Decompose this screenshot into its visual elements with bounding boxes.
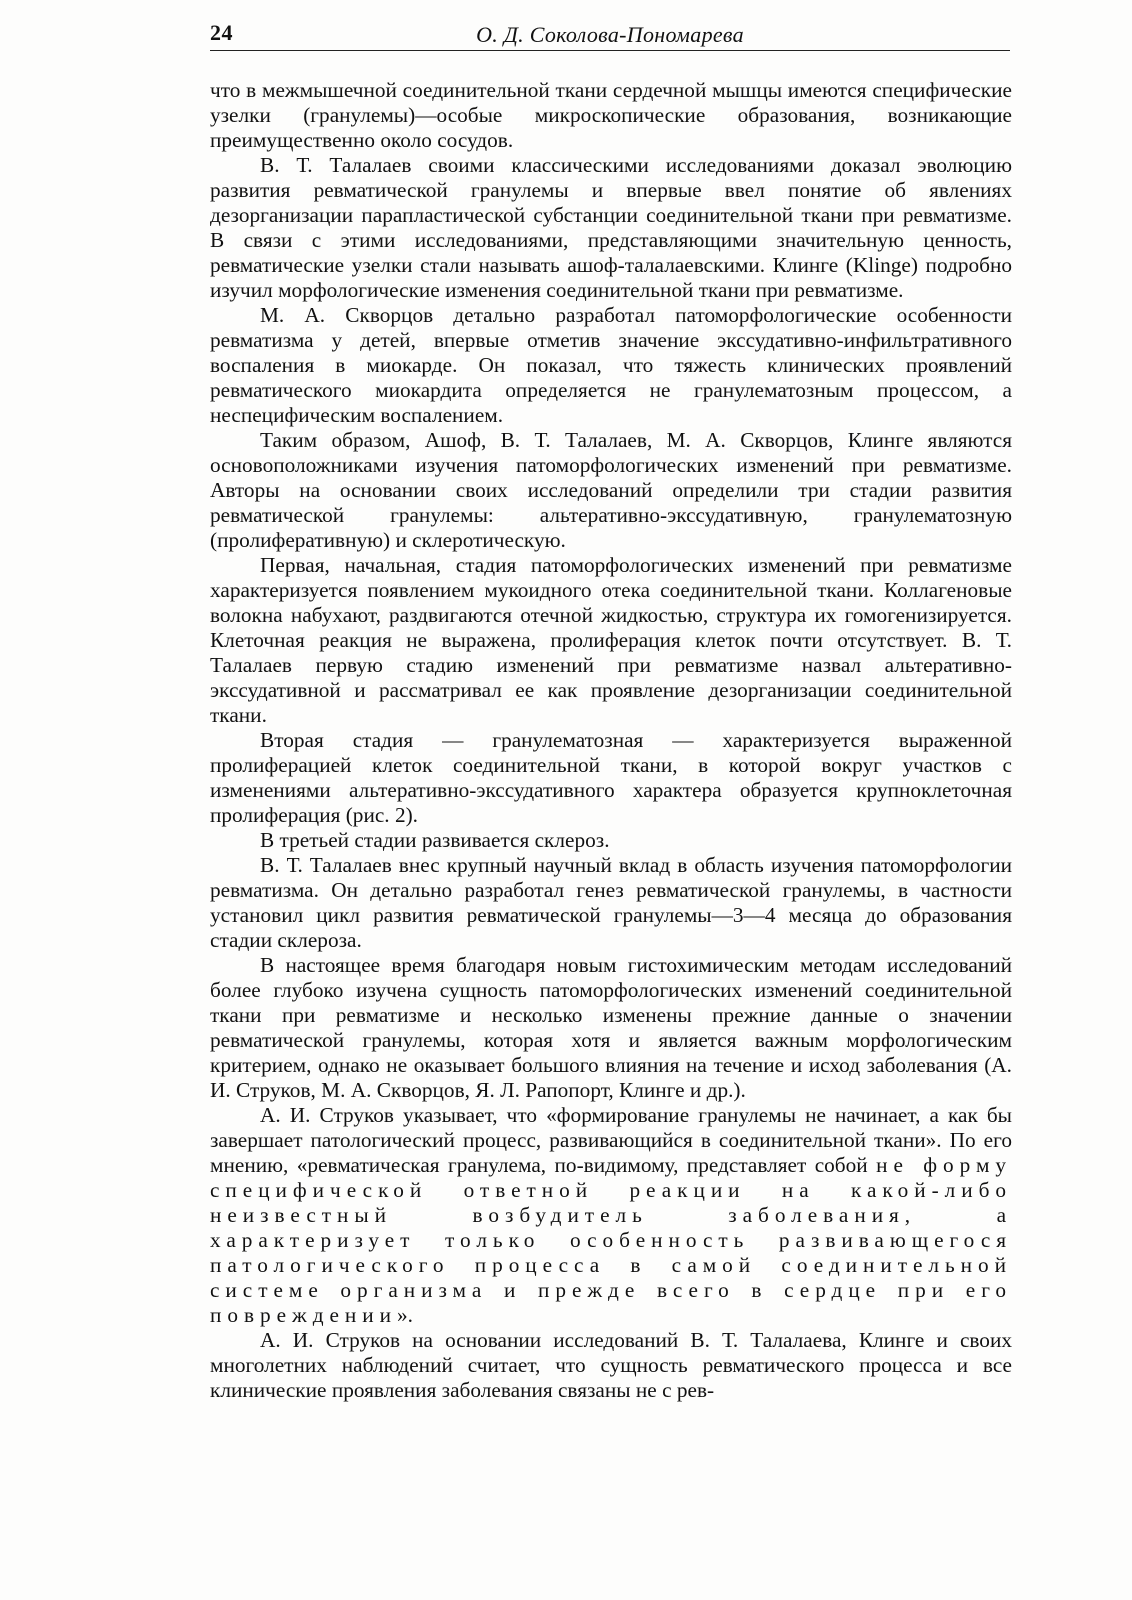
paragraph: Первая, начальная, стадия патоморфологических изменений при ревматизме характеризуется появлением мукоидного отека соединительной ткани. Коллагеновые волокна набухают, раздвигаются отечной жидкостью, структура их гомогенизируется. Клеточная реакция не выражена, пролиферация клеток почти отсутствует. В. Т. Талалаев первую стадию изменений при ревматизме назвал альтеративно-экссудативной и рассматривал ее как проявление дезорганизации соединительной ткани. <box>210 553 1012 727</box>
paragraph: В третьей стадии развивается склероз. <box>260 828 610 852</box>
paragraph: Вторая стадия — гранулематозная — характеризуется выраженной пролиферацией клеток соединительной ткани, в которой вокруг участков с изменениями альтеративно-экссудативного характера образуется крупноклеточная пролиферация (рис. 2). <box>210 728 1012 827</box>
paragraph: В. Т. Талалаев внес крупный научный вклад в область изучения патоморфологии ревматизма. Он детально разработал генез ревматической гранулемы, в частности установил цикл развития ревматической гранулемы—3—4 месяца до образования стадии склероза. <box>210 853 1012 952</box>
page-header <box>210 18 1010 52</box>
spaced-emphasis: не форму специфической ответной реакции на какой-либо неизвестный возбудитель заболевания, а характеризует только особенность развивающегося патологического процесса в самой соединительной системе организма и прежде всего в сердце при его повреждении <box>210 1153 1013 1327</box>
running-title: О. Д. Соколова-Пономарева <box>476 22 744 47</box>
body-text <box>210 78 1012 1403</box>
paragraph: В. Т. Талалаев своими классическими исследованиями доказал эволюцию развития ревматической гранулемы и впервые ввел понятие об явлениях дезорганизации парапластической субстанции соединительной ткани при ревматизме. В связи с этими исследованиями, представляющими значительную ценность, ревматические узелки стали называть ашоф-талалаевскими. Клинге (Klinge) подробно изучил морфологические изменения соединительной ткани при ревматизме. <box>210 153 1012 302</box>
page-number: 24 <box>210 20 233 45</box>
quote-lead: А. И. Струков указывает, что «формирование гранулемы не начинает, а как бы завершает патологический процесс, развивающийся в соединительной ткани». По его мнению, «ревматическая гранулема, по-видимому, представляет собой <box>210 1103 1012 1177</box>
paragraph: что в межмышечной соединительной ткани сердечной мышцы имеются специфические узелки (гранулемы)—особые микроскопические образования, возникающие преимущественно около сосудов. <box>210 78 1012 152</box>
paragraph: Таким образом, Ашоф, В. Т. Талалаев, М. А. Скворцов, Клинге являются основоположниками изучения патоморфологических изменений при ревматизме. Авторы на основании своих исследований определили три стадии развития ревматической гранулемы: альтеративно-экссудативную, гранулематозную (пролиферативную) и склеротическую. <box>210 428 1012 552</box>
paragraph: А. И. Струков на основании исследований В. Т. Талалаева, Клинге и своих многолетних наблюдений считает, что сущность ревматического процесса и все клинические проявления заболевания связаны не с рев- <box>210 1328 1012 1402</box>
paragraph: М. А. Скворцов детально разработал патоморфологические особенности ревматизма у детей, впервые отметив значение экссудативно-инфильтративного воспаления в миокарде. Он показал, что тяжесть клинических проявлений ревматического миокардита определяется не гранулематозным процессом, а неспецифическим воспалением. <box>210 303 1012 427</box>
paragraph: В настоящее время благодаря новым гистохимическим методам исследований более глубоко изучена сущность патоморфологических изменений соединительной ткани при ревматизме и несколько изменены прежние данные о значении ревматической гранулемы, которая хотя и является важным морфологическим критерием, однако не оказывает большого влияния на течение и исход заболевания (А. И. Струков, М. А. Скворцов, Я. Л. Рапопорт, Клинге и др.). <box>210 953 1012 1102</box>
quote-paragraph <box>210 1103 1012 1328</box>
quote-tail: ». <box>397 1303 413 1327</box>
header-rule <box>210 50 1010 51</box>
